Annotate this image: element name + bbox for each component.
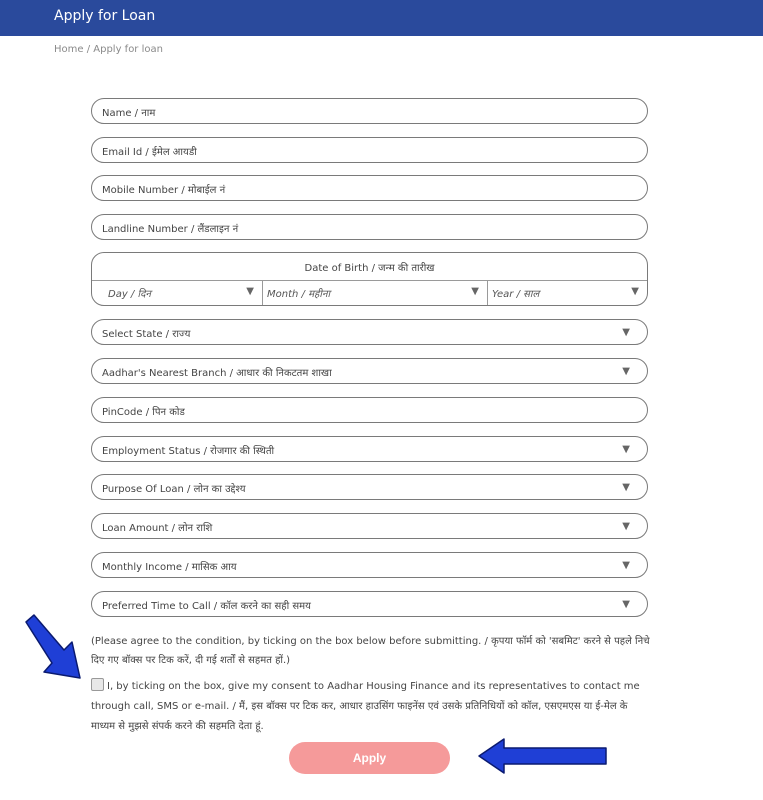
pincode-placeholder: PinCode / पिन कोड xyxy=(102,407,185,418)
purpose-label: Purpose Of Loan / लोन का उद्देश्य xyxy=(102,484,246,495)
landline-placeholder: Landline Number / लैंडलाइन नं xyxy=(102,224,239,235)
chevron-down-icon: ▼ xyxy=(471,286,479,297)
employment-label: Employment Status / रोजगार की स्थिती xyxy=(102,446,275,457)
arrow-pointer-icon xyxy=(20,612,84,684)
loan-amount-select[interactable] xyxy=(91,513,648,539)
mobile-placeholder: Mobile Number / मोबाईल नं xyxy=(102,185,226,196)
breadcrumb: Home / Apply for loan xyxy=(54,44,163,55)
call-time-label: Preferred Time to Call / कॉल करने का सही समय xyxy=(102,601,311,612)
name-input[interactable] xyxy=(91,98,648,124)
consent-checkbox[interactable] xyxy=(91,678,104,691)
consent-note: (Please agree to the condition, by ticking on the box below before submitting. / कृपया फॉर्म को 'सबमिट' करने से पहले निचे दिए गए बॉक्स पर टिक करें, दी गई शर्तों से सहमत हों.) xyxy=(91,636,650,666)
call-time-select[interactable] xyxy=(91,591,648,617)
state-label: Select State / राज्य xyxy=(102,329,191,340)
loan-amount-label: Loan Amount / लोन राशि xyxy=(102,523,213,534)
purpose-select[interactable] xyxy=(91,474,648,500)
arrow-pointer-icon xyxy=(476,736,610,776)
chevron-down-icon: ▼ xyxy=(622,560,630,571)
chevron-down-icon: ▼ xyxy=(622,327,630,338)
dob-month-select[interactable] xyxy=(263,281,487,305)
chevron-down-icon: ▼ xyxy=(622,599,630,610)
dob-year-select[interactable] xyxy=(488,281,647,305)
apply-button[interactable]: Apply xyxy=(289,742,450,774)
dob-day-label: Day / दिन xyxy=(108,289,151,300)
page-header xyxy=(0,0,763,36)
mobile-input[interactable] xyxy=(91,175,648,201)
dob-month-label: Month / महीना xyxy=(267,289,331,300)
pincode-input[interactable] xyxy=(91,397,648,423)
employment-select[interactable] xyxy=(91,436,648,462)
consent-block xyxy=(91,677,651,737)
chevron-down-icon: ▼ xyxy=(622,366,630,377)
dob-year-label: Year / साल xyxy=(492,289,540,300)
landline-input[interactable] xyxy=(91,214,648,240)
branch-select[interactable] xyxy=(91,358,648,384)
date-of-birth-group xyxy=(91,252,648,306)
email-input[interactable] xyxy=(91,137,648,163)
income-label: Monthly Income / मासिक आय xyxy=(102,562,237,573)
consent-text: I, by ticking on the box, give my consent to Aadhar Housing Finance and its representatives to contact me through call, SMS or e-mail. / मैं, इस बॉक्स पर टिक कर, आधार हाउसिंग फाइनेंस एवं उसके प्रतिनिधियों को कॉल, एसएमएस या ई-मेल के माध्यम से मुझसे संपर्क करने की सहमति देता हूं. xyxy=(91,681,640,732)
income-select[interactable] xyxy=(91,552,648,578)
name-placeholder: Name / नाम xyxy=(102,108,156,119)
chevron-down-icon: ▼ xyxy=(622,521,630,532)
dob-day-select[interactable] xyxy=(92,281,262,305)
chevron-down-icon: ▼ xyxy=(631,286,639,297)
dob-title: Date of Birth / जन्म की तारीख xyxy=(304,263,435,274)
chevron-down-icon: ▼ xyxy=(246,286,254,297)
page-title: Apply for Loan xyxy=(54,8,156,24)
branch-label: Aadhar's Nearest Branch / आधार की निकटतम शाखा xyxy=(102,368,332,379)
state-select[interactable] xyxy=(91,319,648,345)
chevron-down-icon: ▼ xyxy=(622,482,630,493)
email-placeholder: Email Id / ईमेल आयडी xyxy=(102,147,197,158)
chevron-down-icon: ▼ xyxy=(622,444,630,455)
